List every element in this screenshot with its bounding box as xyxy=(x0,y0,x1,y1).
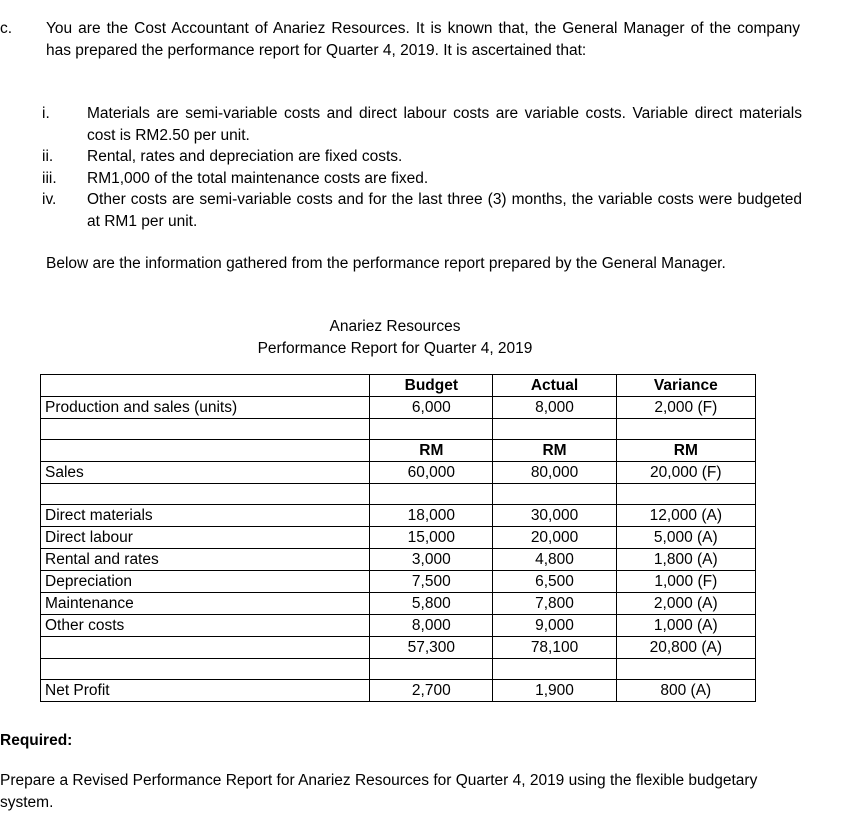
cell-budget-maintenance: 5,800 xyxy=(370,593,493,615)
condition-text-ii: Rental, rates and depreciation are fixed costs. xyxy=(87,148,403,165)
spacer-cell xyxy=(41,659,370,680)
required-heading: Required: xyxy=(0,732,73,749)
cell-budget-production: 6,000 xyxy=(370,397,493,419)
cell-label-depreciation: Depreciation xyxy=(41,571,370,593)
spacer-cell xyxy=(370,659,493,680)
list-item xyxy=(42,103,802,146)
cell-variance-net-profit: 800 (A) xyxy=(616,680,755,702)
cell-label-currency xyxy=(41,440,370,462)
spacer-cell xyxy=(370,484,493,505)
cell-actual-other-costs: 9,000 xyxy=(493,615,616,637)
spacer-cell xyxy=(370,419,493,440)
spacer-cell xyxy=(616,659,755,680)
conditions-list xyxy=(42,103,802,232)
cell-label-maintenance: Maintenance xyxy=(41,593,370,615)
table-row xyxy=(41,505,756,527)
table-row xyxy=(41,615,756,637)
cell-budget-sales: 60,000 xyxy=(370,462,493,484)
cell-budget-net-profit: 2,700 xyxy=(370,680,493,702)
cell-actual-direct-materials: 30,000 xyxy=(493,505,616,527)
cell-label-direct-labour: Direct labour xyxy=(41,527,370,549)
table-header-row xyxy=(41,375,756,397)
report-title-block xyxy=(0,316,790,360)
table-row xyxy=(41,549,756,571)
required-instruction-text: Prepare a Revised Performance Report for Anariez Resources for Quarter 4, 2019 using the flexible budgetary system. xyxy=(0,772,758,811)
cell-variance-sales: 20,000 (F) xyxy=(616,462,755,484)
cell-label-direct-materials: Direct materials xyxy=(41,505,370,527)
cell-actual-depreciation: 6,500 xyxy=(493,571,616,593)
cell-label-other-costs: Other costs xyxy=(41,615,370,637)
cell-label-rental-and-rates: Rental and rates xyxy=(41,549,370,571)
cell-budget-currency: RM xyxy=(370,440,493,462)
table-spacer-row xyxy=(41,659,756,680)
cell-variance-total-costs: 20,800 (A) xyxy=(616,637,755,659)
table-row-total-costs xyxy=(41,637,756,659)
performance-report-table xyxy=(40,374,756,702)
cell-actual-maintenance: 7,800 xyxy=(493,593,616,615)
cell-label-total-costs xyxy=(41,637,370,659)
cell-label-production: Production and sales (units) xyxy=(41,397,370,419)
cell-actual-rental-and-rates: 4,800 xyxy=(493,549,616,571)
cell-budget-direct-materials: 18,000 xyxy=(370,505,493,527)
spacer-cell xyxy=(41,484,370,505)
condition-marker-ii: ii. xyxy=(42,148,54,165)
cell-actual-production: 8,000 xyxy=(493,397,616,419)
list-item xyxy=(42,146,802,168)
table-row xyxy=(41,527,756,549)
header-cell-variance: Variance xyxy=(616,375,755,397)
cell-budget-other-costs: 8,000 xyxy=(370,615,493,637)
cell-actual-total-costs: 78,100 xyxy=(493,637,616,659)
question-marker: c. xyxy=(0,20,13,37)
table-row-currency xyxy=(41,440,756,462)
header-cell-budget: Budget xyxy=(370,375,493,397)
condition-marker-i: i. xyxy=(42,105,50,122)
cell-variance-depreciation: 1,000 (F) xyxy=(616,571,755,593)
spacer-cell xyxy=(493,659,616,680)
report-company-name: Anariez Resources xyxy=(329,318,461,335)
question-intro-text: You are the Cost Accountant of Anariez Resources. It is known that, the General Manager of the company has prepared the performance report for Quarter 4, 2019. It is ascertained that: xyxy=(46,20,800,59)
condition-text-i: Materials are semi-variable costs and direct labour costs are variable costs. Variable direct materials cost is RM2.50 per unit. xyxy=(87,105,802,144)
cell-variance-maintenance: 2,000 (A) xyxy=(616,593,755,615)
cell-variance-direct-labour: 5,000 (A) xyxy=(616,527,755,549)
table-row xyxy=(41,571,756,593)
cell-label-net-profit: Net Profit xyxy=(41,680,370,702)
cell-label-sales: Sales xyxy=(41,462,370,484)
cell-actual-sales: 80,000 xyxy=(493,462,616,484)
cell-variance-currency: RM xyxy=(616,440,755,462)
cell-actual-net-profit: 1,900 xyxy=(493,680,616,702)
condition-text-iv: Other costs are semi-variable costs and for the last three (3) months, the variable costs were budgeted at RM1 per unit. xyxy=(87,191,802,230)
table-row-sales xyxy=(41,462,756,484)
table-spacer-row xyxy=(41,419,756,440)
question-intro-block xyxy=(0,18,800,61)
cell-budget-total-costs: 57,300 xyxy=(370,637,493,659)
table-row xyxy=(41,593,756,615)
report-subtitle: Performance Report for Quarter 4, 2019 xyxy=(257,340,533,357)
condition-marker-iv: iv. xyxy=(42,191,57,208)
cell-budget-depreciation: 7,500 xyxy=(370,571,493,593)
list-item xyxy=(42,168,802,190)
spacer-cell xyxy=(493,484,616,505)
spacer-cell xyxy=(616,419,755,440)
below-information-paragraph: Below are the information gathered from the performance report prepared by the General Manager. xyxy=(46,255,726,272)
question-intro-row xyxy=(0,18,800,61)
cell-variance-other-costs: 1,000 (A) xyxy=(616,615,755,637)
cell-budget-direct-labour: 15,000 xyxy=(370,527,493,549)
spacer-cell xyxy=(493,419,616,440)
header-cell-label xyxy=(41,375,370,397)
cell-budget-rental-and-rates: 3,000 xyxy=(370,549,493,571)
cell-variance-rental-and-rates: 1,800 (A) xyxy=(616,549,755,571)
cell-actual-currency: RM xyxy=(493,440,616,462)
table-row-production-units xyxy=(41,397,756,419)
cell-actual-direct-labour: 20,000 xyxy=(493,527,616,549)
cell-variance-direct-materials: 12,000 (A) xyxy=(616,505,755,527)
condition-marker-iii: iii. xyxy=(42,169,57,187)
spacer-cell xyxy=(616,484,755,505)
list-item xyxy=(42,189,802,232)
table-spacer-row xyxy=(41,484,756,505)
cell-variance-production: 2,000 (F) xyxy=(616,397,755,419)
table-row-net-profit xyxy=(41,680,756,702)
spacer-cell xyxy=(41,419,370,440)
header-cell-actual: Actual xyxy=(493,375,616,397)
condition-text-iii: RM1,000 of the total maintenance costs are fixed. xyxy=(87,169,429,187)
